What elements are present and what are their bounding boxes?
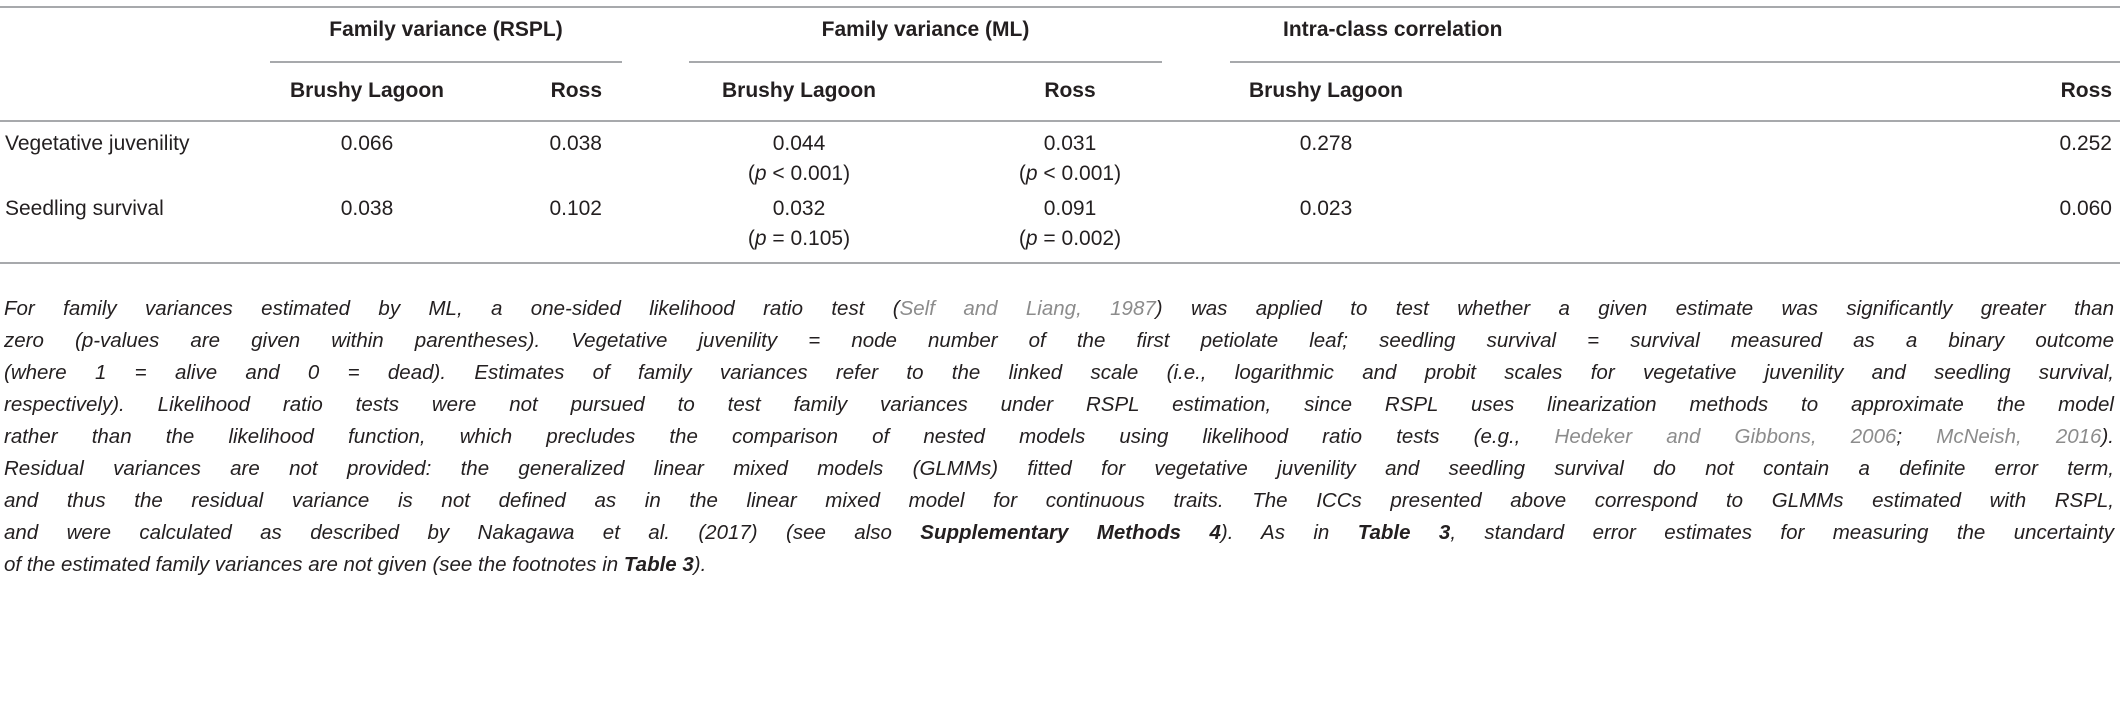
citation-link[interactable]: Self and Liang, 1987 bbox=[899, 297, 1156, 320]
cell-rspl-ross: 0.102 bbox=[549, 197, 602, 220]
cell-ml-brushy-lagoon: 0.032 bbox=[772, 197, 826, 220]
cell-rspl-brushy-lagoon: 0.038 bbox=[340, 197, 394, 220]
cell-ml-ross: 0.091 bbox=[1043, 197, 1097, 220]
cell-ml-ross: 0.031 bbox=[1043, 132, 1097, 155]
supplementary-link[interactable]: Supplementary Methods 4 bbox=[920, 521, 1221, 544]
footnote-line bbox=[4, 549, 2114, 581]
group-header-rspl: Family variance (RSPL) bbox=[329, 18, 563, 41]
sub-header-rspl-brushy-lagoon: Brushy Lagoon bbox=[289, 79, 444, 102]
cell-icc-ross: 0.060 bbox=[2059, 197, 2112, 220]
cell-ml-ross-p: (p < 0.001) bbox=[1018, 162, 1122, 185]
footnote-text: ). As in bbox=[1220, 521, 1358, 544]
footnote-text: , standard error estimates for measuring the uncertainty bbox=[1450, 521, 2115, 544]
sub-header-icc-brushy-lagoon: Brushy Lagoon bbox=[1248, 79, 1403, 102]
sub-header-ml-ross: Ross bbox=[1044, 79, 1096, 102]
cell-ml-brushy-lagoon-p: (p < 0.001) bbox=[747, 162, 851, 185]
table-reference-link[interactable]: Table 3 bbox=[1357, 521, 1451, 544]
footnote-line bbox=[4, 421, 2114, 453]
footnote-text: ). bbox=[2101, 425, 2114, 448]
footnote-text: ) was applied to test whether a given estimate was significantly greater than bbox=[1155, 297, 2114, 320]
group-rule-rspl bbox=[270, 61, 622, 63]
row-label: Seedling survival bbox=[5, 197, 164, 220]
header-bottom-rule bbox=[0, 120, 2120, 122]
cell-icc-brushy-lagoon: 0.023 bbox=[1299, 197, 1353, 220]
group-rule-icc bbox=[1230, 61, 2120, 63]
footnote-line bbox=[4, 293, 2114, 325]
footnote-line: respectively). Likelihood ratio tests were not pursued to test family variances under RSPL estimation, since RSPL uses linearization methods to approximate the model bbox=[4, 393, 2114, 416]
footnote-text: For family variances estimated by ML, a one-sided likelihood ratio test ( bbox=[4, 297, 900, 320]
sub-header-rspl-ross: Ross bbox=[550, 79, 602, 102]
footnote-line: (where 1 = alive and 0 = dead). Estimates of family variances refer to the linked scale (i.e., logarithmic and probit scales for vegetative juvenility and seedling survival, bbox=[4, 361, 2114, 384]
footnote-line: Residual variances are not provided: the generalized linear mixed models (GLMMs) fitted for vegetative juvenility and seedling survival do not contain a definite error term, bbox=[4, 457, 2114, 480]
footnote-text: rather than the likelihood function, which precludes the comparison of nested models using likelihood ratio tests (e.g., bbox=[4, 425, 1555, 448]
footnote-text: ). bbox=[693, 553, 707, 576]
citation-link[interactable]: McNeish, 2016 bbox=[1936, 425, 2102, 448]
cell-ml-brushy-lagoon-p: (p = 0.105) bbox=[747, 227, 851, 250]
footnote-line: and thus the residual variance is not defined as in the linear mixed model for continuous traits. The ICCs presented above correspond to GLMMs estimated with RSPL, bbox=[4, 489, 2114, 512]
cell-icc-brushy-lagoon: 0.278 bbox=[1299, 132, 1353, 155]
cell-icc-ross: 0.252 bbox=[2059, 132, 2112, 155]
group-rule-ml bbox=[689, 61, 1162, 63]
cell-ml-brushy-lagoon: 0.044 bbox=[772, 132, 826, 155]
cell-rspl-brushy-lagoon: 0.066 bbox=[340, 132, 394, 155]
footnote-line: zero (p-values are given within parentheses). Vegetative juvenility = node number of the first petiolate leaf; seedling survival = survival measured as a binary outcome bbox=[4, 329, 2114, 352]
table-top-rule bbox=[0, 6, 2120, 8]
cell-ml-ross-p: (p = 0.002) bbox=[1018, 227, 1122, 250]
sub-header-icc-ross: Ross bbox=[2060, 79, 2112, 102]
group-header-icc: Intra-class correlation bbox=[1283, 18, 1503, 41]
citation-link[interactable]: Hedeker and Gibbons, 2006 bbox=[1554, 425, 1897, 448]
table-reference-link[interactable]: Table 3 bbox=[623, 553, 694, 576]
footnote-text: ; bbox=[1896, 425, 1937, 448]
footnote-line bbox=[4, 517, 2114, 549]
table-bottom-rule bbox=[0, 262, 2120, 264]
row-label: Vegetative juvenility bbox=[5, 132, 190, 155]
footnote-text: and were calculated as described by Nakagawa et al. (2017) (see also bbox=[4, 521, 921, 544]
table-footnote bbox=[4, 293, 2114, 581]
cell-rspl-ross: 0.038 bbox=[549, 132, 602, 155]
sub-header-ml-brushy-lagoon: Brushy Lagoon bbox=[721, 79, 876, 102]
group-header-ml: Family variance (ML) bbox=[821, 18, 1030, 41]
footnote-text: of the estimated family variances are not given (see the footnotes in bbox=[4, 553, 624, 576]
